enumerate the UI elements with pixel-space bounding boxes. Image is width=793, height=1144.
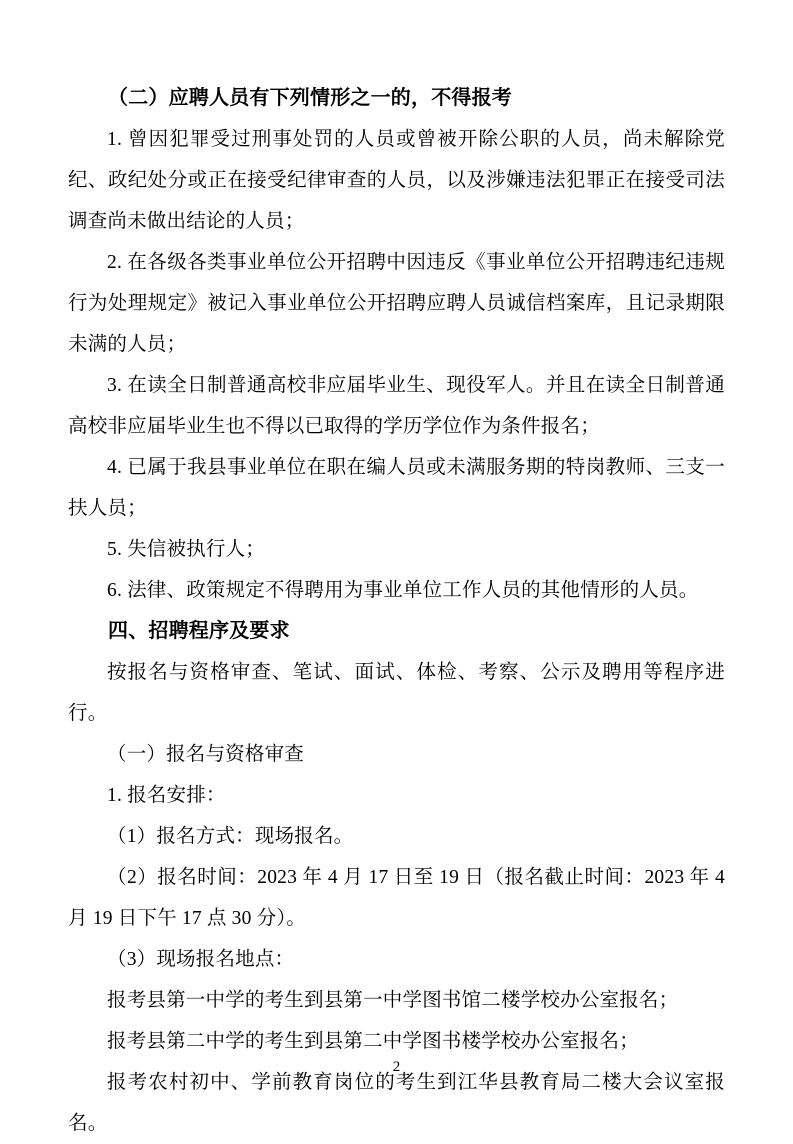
restriction-item-6: 6. 法律、政策规定不得聘用为事业单位工作人员的其他情形的人员。 [107,580,699,601]
restriction-item-5: 5. 失信被执行人； [107,539,266,560]
registration-location-first-middle-school: 报考县第一中学的考生到县第一中学图书馆二楼学校办公室报名； [107,990,679,1011]
document-body [68,78,725,1144]
registration-location-second-middle-school: 报考县第二中学的考生到县第二中学图书楼学校办公室报名； [107,1031,639,1052]
section-heading-procedure: 四、招聘程序及要求 [108,620,290,642]
section-heading-restrictions: （二）应聘人员有下列情形之一的，不得报考 [108,87,512,109]
restriction-item-3: 3. 在读全日制普通高校非应届毕业生、现役军人。并且在读全日制普通高校非应届毕业生也不得以已取得的学历学位作为条件报名； [68,375,725,437]
registration-location-education-bureau: 报考农村初中、学前教育岗位的考生到江华县教育局二楼大会议室报名。 [68,1072,725,1134]
page-number: 2 [392,1059,401,1075]
registration-method: （1）报名方式：现场报名。 [107,826,354,847]
registration-time: （2）报名时间：2023 年 4 月 17 日至 19 日（报名截止时间：2023 年 4 月 19 日下午 17 点 30 分）。 [68,867,725,929]
restriction-item-4: 4. 已属于我县事业单位在职在编人员或未满服务期的特岗教师、三支一扶人员； [68,457,725,519]
procedure-intro: 按报名与资格审查、笔试、面试、体检、考察、公示及聘用等程序进行。 [68,662,725,724]
restriction-item-2: 2. 在各级各类事业单位公开招聘中因违反《事业单位公开招聘违纪违规行为处理规定》被记入事业单位公开招聘应聘人员诚信档案库，且记录期限未满的人员； [68,252,725,355]
subsection-registration: （一）报名与资格审查 [107,744,305,765]
registration-arrangement: 1. 报名安排： [107,785,226,806]
registration-location-label: （3）现场报名地点： [107,949,295,970]
restriction-item-1: 1. 曾因犯罪受过刑事处罚的人员或曾被开除公职的人员，尚未解除党纪、政纪处分或正在接受纪律审查的人员，以及涉嫌违法犯罪正在接受司法调查尚未做出结论的人员； [68,129,725,232]
